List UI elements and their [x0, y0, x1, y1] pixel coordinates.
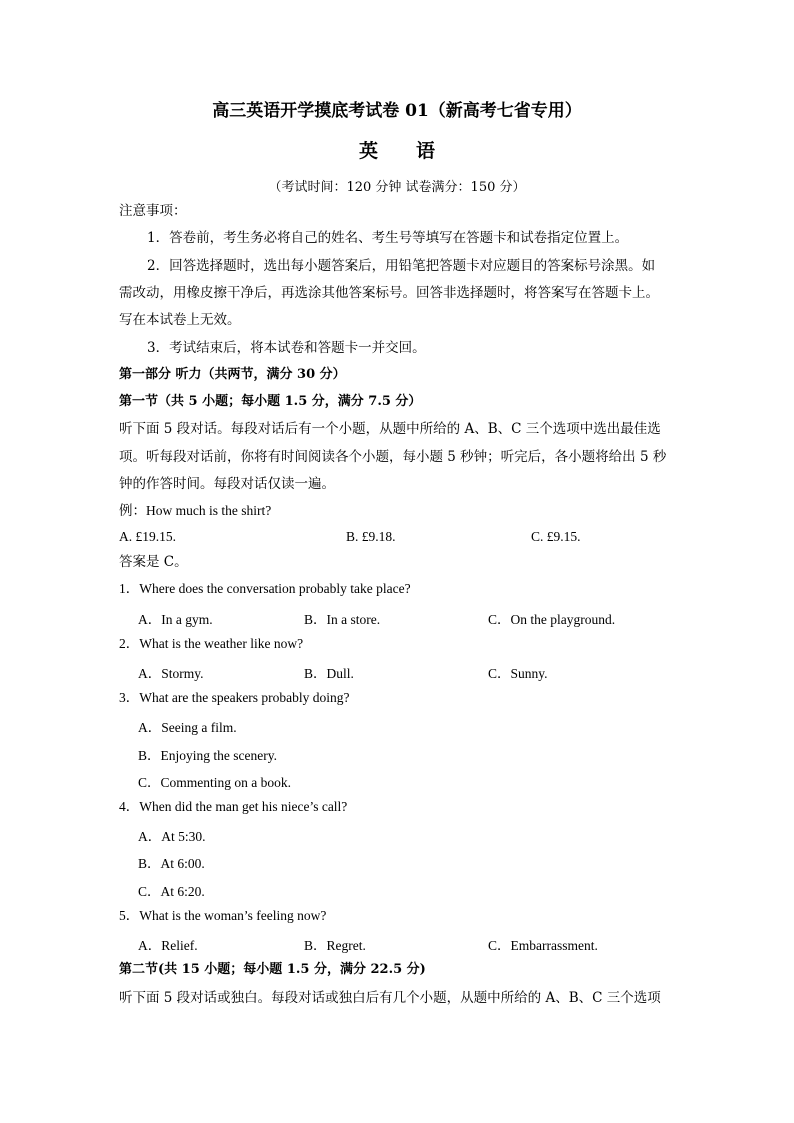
- exam-info: （考试时间：120 分钟 试卷满分：150 分）: [268, 180, 526, 195]
- notice-item-2-line-3: 写在本试卷上无效。: [119, 312, 241, 328]
- question-1-option-b: B．In a store.: [304, 612, 381, 627]
- notice-item-3: 3．考试结束后，将本试卷和答题卡一并交回。: [147, 340, 426, 356]
- subject-title: 英语: [358, 140, 473, 162]
- exam-title: 高三英语开学摸底考试卷 01（新高考七省专用）: [212, 101, 582, 121]
- example-option-a: A. £19.15.: [119, 529, 176, 544]
- notice-heading: 注意事项：: [119, 203, 187, 219]
- question-5-option-c: C．Embarrassment.: [488, 938, 598, 953]
- question-5: 5．What is the woman’s feeling now?: [119, 908, 327, 923]
- question-2-option-a: A．Stormy.: [138, 666, 204, 681]
- example-option-c: C. £9.15.: [531, 529, 581, 544]
- section1-intro-line-3: 钟的作答时间。每段对话仅读一遍。: [119, 476, 335, 492]
- question-3: 3．What are the speakers probably doing?: [119, 690, 350, 705]
- section1-intro-line-1: 听下面 5 段对话。每段对话后有一个小题，从题中所给的 A、B、C 三个选项中选出最佳选: [119, 421, 661, 437]
- section1-heading: 第一节（共 5 小题；每小题 1.5 分，满分 7.5 分）: [119, 394, 422, 409]
- question-1: 1．Where does the conversation probably take place?: [119, 581, 411, 596]
- question-2-option-c: C．Sunny.: [488, 666, 548, 681]
- question-1-option-c: C．On the playground.: [488, 612, 616, 627]
- question-2-option-b: B．Dull.: [304, 666, 354, 681]
- question-4-option-c: C．At 6:20.: [138, 884, 205, 899]
- question-5-option-b: B．Regret.: [304, 938, 366, 953]
- section1-intro-line-2: 项。听每段对话前，你将有时间阅读各个小题，每小题 5 秒钟；听完后，各小题将给出 5 秒: [119, 449, 667, 465]
- section2-intro-line-1: 听下面 5 段对话或独白。每段对话或独白后有几个小题，从题中所给的 A、B、C 三个选项: [119, 990, 661, 1006]
- example-answer: 答案是 C。: [119, 554, 188, 570]
- question-3-option-a: A．Seeing a film.: [138, 720, 237, 735]
- example-question: 例：How much is the shirt?: [119, 503, 272, 518]
- question-4: 4．When did the man get his niece’s call?: [119, 799, 348, 814]
- question-2: 2．What is the weather like now?: [119, 636, 304, 651]
- question-5-option-a: A．Relief.: [138, 938, 198, 953]
- part1-heading: 第一部分 听力（共两节，满分 30 分）: [119, 367, 346, 382]
- question-1-option-a: A．In a gym.: [138, 612, 213, 627]
- notice-item-2-line-1: 2．回答选择题时，选出每小题答案后，用铅笔把答题卡对应题目的答案标号涂黑。如: [147, 258, 656, 274]
- notice-item-1: 1．答卷前，考生务必将自己的姓名、考生号等填写在答题卡和试卷指定位置上。: [147, 230, 629, 246]
- notice-item-2-line-2: 需改动，用橡皮擦干净后，再选涂其他答案标号。回答非选择题时，将答案写在答题卡上。: [119, 285, 659, 301]
- example-option-b: B. £9.18.: [346, 529, 396, 544]
- question-3-option-b: B．Enjoying the scenery.: [138, 748, 277, 763]
- question-3-option-c: C．Commenting on a book.: [138, 775, 291, 790]
- question-4-option-a: A．At 5:30.: [138, 829, 206, 844]
- question-4-option-b: B．At 6:00.: [138, 856, 205, 871]
- section2-heading: 第二节(共 15 小题；每小题 1.5 分，满分 22.5 分): [119, 962, 426, 977]
